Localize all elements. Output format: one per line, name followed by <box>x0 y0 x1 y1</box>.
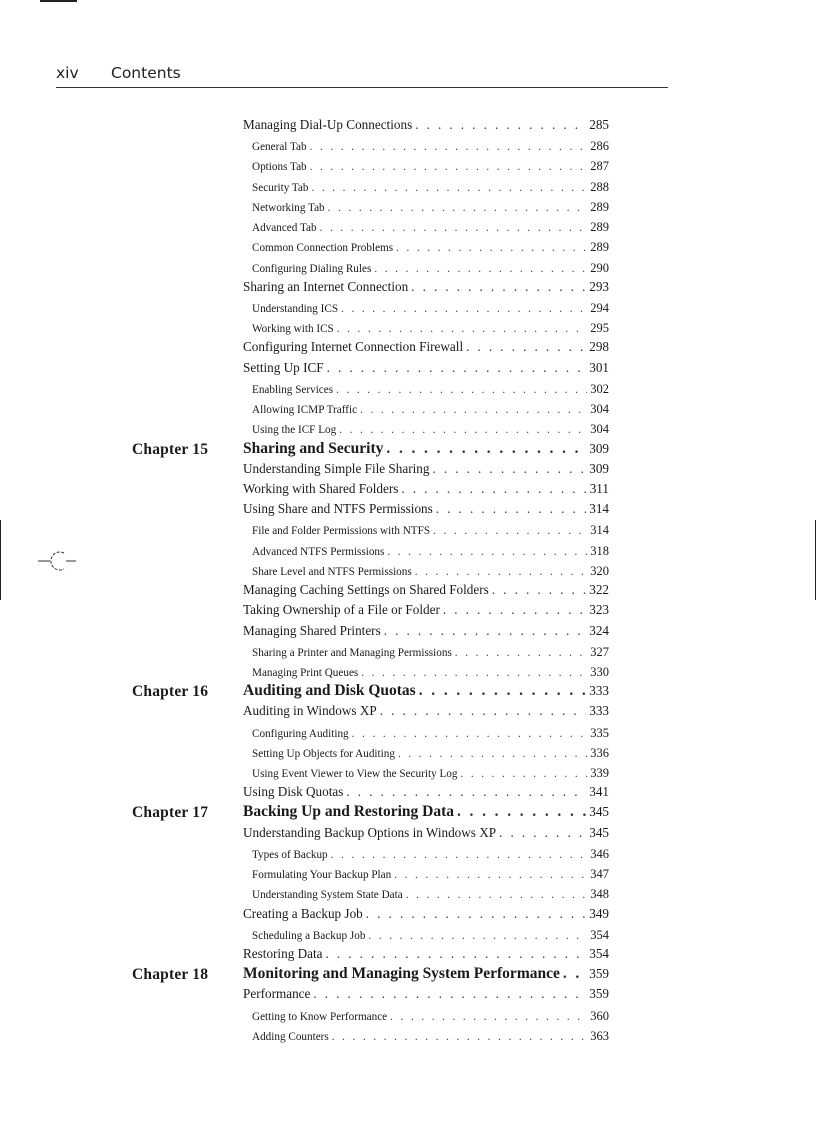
toc-entry[interactable] <box>252 382 609 397</box>
toc-entry-page-number: 290 <box>590 260 609 275</box>
chapter-number: Chapter 16 <box>132 683 209 701</box>
toc-entry-title: Managing Print Queues <box>252 666 359 679</box>
toc-section-row[interactable] <box>0 501 816 521</box>
toc-entry[interactable] <box>243 360 609 376</box>
dot-leader <box>415 566 588 578</box>
toc-entry-title: Types of Backup <box>252 848 328 861</box>
dot-leader <box>341 303 587 315</box>
toc-entry[interactable] <box>252 1029 609 1044</box>
toc-subsection-row[interactable] <box>0 1007 816 1027</box>
toc-entry[interactable] <box>252 887 609 902</box>
dot-leader <box>443 602 586 618</box>
toc-entry[interactable] <box>252 645 609 660</box>
toc-entry-title: Understanding System State Data <box>252 889 403 902</box>
toc-entry[interactable] <box>252 1009 609 1024</box>
toc-entry-page-number: 318 <box>590 543 609 558</box>
toc-entry[interactable] <box>243 582 609 598</box>
dot-leader <box>499 825 586 841</box>
toc-entry-page-number: 320 <box>590 563 609 578</box>
toc-subsection-row[interactable] <box>0 764 816 784</box>
toc-entry-title: Advanced Tab <box>252 222 317 235</box>
dot-leader <box>396 242 587 254</box>
dot-leader <box>332 1031 587 1043</box>
toc-subsection-row[interactable] <box>0 724 816 744</box>
chapter-number: Chapter 18 <box>132 966 209 984</box>
running-head-label: Contents <box>111 64 181 82</box>
toc-entry[interactable] <box>252 139 609 154</box>
toc-entry-page-number: 323 <box>589 602 609 618</box>
toc-subsection-row[interactable] <box>0 885 816 905</box>
toc-section-row[interactable] <box>0 946 816 966</box>
toc-subsection-row[interactable] <box>0 137 816 157</box>
toc-entry-title: Managing Shared Printers <box>243 622 381 638</box>
dot-leader <box>455 647 587 659</box>
toc-entry-title: Formulating Your Backup Plan <box>252 869 392 882</box>
toc-entry[interactable] <box>252 261 609 276</box>
toc-section-row[interactable] <box>0 602 816 622</box>
dot-leader <box>328 202 588 214</box>
toc-chapter-row[interactable] <box>0 804 816 824</box>
toc-entry-page-number: 333 <box>589 703 609 719</box>
toc-section-row[interactable] <box>0 825 816 845</box>
page-folio: xiv <box>56 64 79 82</box>
toc-entry[interactable] <box>243 784 609 800</box>
toc-entry-page-number: 346 <box>590 846 609 861</box>
toc-subsection-row[interactable] <box>0 157 816 177</box>
toc-subsection-row[interactable] <box>0 865 816 885</box>
toc-entry-page-number: 302 <box>590 381 609 396</box>
toc-entry[interactable] <box>243 803 609 821</box>
toc-entry[interactable] <box>252 159 609 174</box>
toc-entry-title: Using Event Viewer to View the Security Log <box>252 768 458 781</box>
toc-entry-title: Performance <box>243 986 311 1002</box>
toc-entry-title: Options Tab <box>252 161 307 174</box>
toc-entry[interactable] <box>243 461 609 477</box>
toc-entry-title: Adding Counters <box>252 1030 329 1043</box>
dot-leader <box>460 768 587 780</box>
dot-leader <box>406 889 588 901</box>
toc-entry[interactable] <box>252 766 609 781</box>
toc-entry-title: Understanding Simple File Sharing <box>243 460 430 476</box>
chapter-number: Chapter 15 <box>132 440 209 458</box>
toc-entry[interactable] <box>243 501 609 517</box>
toc-entry[interactable] <box>243 602 609 618</box>
toc-entry-title: General Tab <box>252 141 307 154</box>
toc-entry-title: Getting to Know Performance <box>252 1010 388 1023</box>
toc-subsection-row[interactable] <box>0 845 816 865</box>
toc-entry-title: Configuring Dialing Rules <box>252 262 372 275</box>
toc-entry-page-number: 336 <box>590 745 609 760</box>
toc-entry[interactable] <box>252 928 609 943</box>
toc-entry[interactable] <box>252 200 609 215</box>
toc-entry-page-number: 304 <box>590 402 609 417</box>
chapter-number: Chapter 17 <box>132 804 209 822</box>
dot-leader <box>380 703 587 719</box>
toc-entry[interactable] <box>243 965 609 983</box>
toc-entry-page-number: 301 <box>589 359 609 375</box>
toc-entry-page-number: 333 <box>589 683 609 699</box>
dot-leader <box>366 906 586 922</box>
toc-entry[interactable] <box>252 220 609 235</box>
dot-leader <box>398 748 587 760</box>
toc-entry-title: Sharing an Internet Connection <box>243 278 409 294</box>
toc-section-row[interactable] <box>0 623 816 643</box>
toc-entry[interactable] <box>243 440 609 458</box>
toc-entry[interactable] <box>243 986 609 1002</box>
toc-entry-page-number: 354 <box>589 946 609 962</box>
toc-entry[interactable] <box>252 321 609 336</box>
toc-entry-title: Security Tab <box>252 181 309 194</box>
toc-subsection-row[interactable] <box>0 259 816 279</box>
dot-leader <box>325 946 586 962</box>
dot-leader <box>466 339 586 355</box>
toc-entry[interactable] <box>252 301 609 316</box>
toc-subsection-row[interactable] <box>0 562 816 582</box>
toc-section-row[interactable] <box>0 986 816 1006</box>
toc-entry[interactable] <box>252 867 609 882</box>
dot-leader <box>310 161 588 173</box>
toc-subsection-row[interactable] <box>0 521 816 541</box>
toc-entry-title: Using Disk Quotas <box>243 784 344 800</box>
toc-entry-title: Networking Tab <box>252 201 325 214</box>
toc-entry-page-number: 345 <box>589 804 609 820</box>
toc-entry-page-number: 339 <box>590 766 609 781</box>
toc-entry[interactable] <box>243 481 609 497</box>
dot-leader <box>436 501 586 517</box>
dot-leader <box>352 728 588 740</box>
toc-section-row[interactable] <box>0 360 816 380</box>
toc-entry-page-number: 335 <box>590 725 609 740</box>
running-head <box>56 64 668 88</box>
toc-subsection-row[interactable] <box>0 542 816 562</box>
toc-entry-page-number: 348 <box>590 887 609 902</box>
dot-leader <box>457 803 586 821</box>
toc-chapter-row[interactable] <box>0 441 816 461</box>
toc-entry-page-number: 324 <box>589 622 609 638</box>
toc-entry-page-number: 285 <box>589 117 609 132</box>
toc-entry-page-number: 309 <box>589 440 609 456</box>
toc-entry[interactable] <box>252 544 609 559</box>
toc-subsection-row[interactable] <box>0 319 816 339</box>
toc-entry-page-number: 360 <box>590 1008 609 1023</box>
toc-section-row[interactable] <box>0 784 816 804</box>
toc-entry-page-number: 314 <box>590 523 609 538</box>
toc-entry[interactable] <box>252 523 609 538</box>
dot-leader <box>419 682 587 700</box>
dot-leader <box>394 869 587 881</box>
dot-leader <box>313 986 586 1002</box>
toc-subsection-row[interactable] <box>0 643 816 663</box>
toc-entry[interactable] <box>243 703 609 719</box>
toc-entry[interactable] <box>243 946 609 962</box>
toc-entry-title: File and Folder Permissions with NTFS <box>252 525 431 538</box>
toc-entry-page-number: 349 <box>589 905 609 921</box>
toc-entry-page-number: 295 <box>590 321 609 336</box>
toc-entry-title: Advanced NTFS Permissions <box>252 545 385 558</box>
toc-entry-page-number: 341 <box>589 784 609 800</box>
toc-subsection-row[interactable] <box>0 218 816 238</box>
toc-entry-page-number: 288 <box>590 179 609 194</box>
toc-entry-title: Backing Up and Restoring Data <box>243 803 454 821</box>
toc-entry-title: Understanding Backup Options in Windows XP <box>243 824 497 840</box>
dot-leader <box>401 481 586 497</box>
dot-leader <box>384 623 587 639</box>
toc-entry-page-number: 345 <box>589 824 609 840</box>
toc-entry-title: Working with ICS <box>252 323 334 336</box>
toc-entry[interactable] <box>243 682 609 700</box>
toc-entry[interactable] <box>243 117 609 133</box>
toc-entry[interactable] <box>243 825 609 841</box>
toc-entry[interactable] <box>252 240 609 255</box>
toc-entry[interactable] <box>252 422 609 437</box>
toc-entry-title: Monitoring and Managing System Performance <box>243 965 560 983</box>
toc-section-row[interactable] <box>0 117 816 137</box>
dot-leader <box>411 279 586 295</box>
toc-subsection-row[interactable] <box>0 1027 816 1047</box>
toc-entry-title: Scheduling a Backup Job <box>252 929 366 942</box>
toc-entry-title: Enabling Services <box>252 383 334 396</box>
dot-leader <box>312 182 588 194</box>
dot-leader <box>327 360 587 376</box>
toc-entry-title: Creating a Backup Job <box>243 905 363 921</box>
toc-subsection-row[interactable] <box>0 238 816 258</box>
toc-subsection-row[interactable] <box>0 420 816 440</box>
toc-entry-title: Setting Up Objects for Auditing <box>252 747 395 760</box>
toc-section-row[interactable] <box>0 582 816 602</box>
toc-entry-title: Using the ICF Log <box>252 424 337 437</box>
toc-entry-page-number: 359 <box>589 986 609 1002</box>
dot-leader <box>492 582 586 598</box>
toc-entry[interactable] <box>252 847 609 862</box>
dot-leader <box>331 849 588 861</box>
dot-leader <box>563 965 586 983</box>
toc-subsection-row[interactable] <box>0 380 816 400</box>
toc-section-row[interactable] <box>0 339 816 359</box>
dot-leader <box>360 404 587 416</box>
dot-leader <box>336 384 587 396</box>
toc-entry-page-number: 298 <box>589 339 609 355</box>
dot-leader <box>432 461 586 477</box>
toc-entry-title: Using Share and NTFS Permissions <box>243 501 433 517</box>
dot-leader <box>433 525 587 537</box>
toc-entry-page-number: 293 <box>589 278 609 294</box>
toc-entry-page-number: 294 <box>590 300 609 315</box>
toc-entry[interactable] <box>243 623 609 639</box>
toc-entry[interactable] <box>243 906 609 922</box>
toc-entry[interactable] <box>243 339 609 355</box>
dot-leader <box>415 117 586 133</box>
toc-entry-page-number: 289 <box>590 220 609 235</box>
toc-entry-title: Sharing and Security <box>243 439 384 457</box>
dot-leader <box>320 222 588 234</box>
toc-entry-page-number: 289 <box>590 240 609 255</box>
toc-subsection-row[interactable] <box>0 198 816 218</box>
toc-entry-title: Sharing a Printer and Managing Permissions <box>252 646 452 659</box>
dot-leader <box>361 667 587 679</box>
toc-entry-page-number: 327 <box>590 644 609 659</box>
toc-entry-title: Setting Up ICF <box>243 359 324 375</box>
toc-entry[interactable] <box>243 279 609 295</box>
dot-leader <box>310 141 588 153</box>
toc-entry-page-number: 286 <box>590 139 609 154</box>
toc-entry-page-number: 330 <box>590 664 609 679</box>
dot-leader <box>339 424 587 436</box>
toc-entry-page-number: 309 <box>589 460 609 476</box>
toc-entry[interactable] <box>252 564 609 579</box>
toc-entry[interactable] <box>252 180 609 195</box>
toc-subsection-row[interactable] <box>0 744 816 764</box>
toc-entry-title: Taking Ownership of a File or Folder <box>243 602 440 618</box>
toc-entry-page-number: 311 <box>589 480 609 496</box>
toc-entry-page-number: 289 <box>590 199 609 214</box>
toc-entry-title: Share Level and NTFS Permissions <box>252 565 412 578</box>
toc-entry-page-number: 287 <box>590 159 609 174</box>
dot-leader <box>374 263 587 275</box>
toc-entry-page-number: 347 <box>590 867 609 882</box>
toc-entry[interactable] <box>252 402 609 417</box>
dot-leader <box>387 546 587 558</box>
toc-chapter-row[interactable] <box>0 966 816 986</box>
toc-section-row[interactable] <box>0 906 816 926</box>
toc-subsection-row[interactable] <box>0 178 816 198</box>
dot-leader <box>368 930 587 942</box>
toc-subsection-row[interactable] <box>0 299 816 319</box>
toc-entry-title: Working with Shared Folders <box>243 480 399 496</box>
dot-leader <box>390 1011 587 1023</box>
toc-entry-title: Allowing ICMP Traffic <box>252 404 358 417</box>
toc-entry-title: Understanding ICS <box>252 302 339 315</box>
toc-section-row[interactable] <box>0 481 816 501</box>
toc-entry[interactable] <box>252 726 609 741</box>
toc-entry-title: Configuring Internet Connection Firewall <box>243 339 464 355</box>
toc-section-row[interactable] <box>0 461 816 481</box>
toc-entry-title: Configuring Auditing <box>252 727 349 740</box>
dot-leader <box>386 440 586 458</box>
toc-section-row[interactable] <box>0 703 816 723</box>
crop-corner-mark <box>40 0 77 2</box>
toc-entry-page-number: 359 <box>589 966 609 982</box>
toc-entry-page-number: 304 <box>590 422 609 437</box>
toc-entry-page-number: 363 <box>590 1028 609 1043</box>
toc-entry-page-number: 354 <box>590 927 609 942</box>
toc-chapter-row[interactable] <box>0 683 816 703</box>
toc-entry[interactable] <box>252 665 609 680</box>
toc-entry-title: Auditing and Disk Quotas <box>243 682 416 700</box>
toc-entry-title: Managing Dial-Up Connections <box>243 117 413 132</box>
toc-entry-title: Restoring Data <box>243 946 323 962</box>
toc-entry[interactable] <box>252 746 609 761</box>
toc-entry-title: Auditing in Windows XP <box>243 703 377 719</box>
toc-section-row[interactable] <box>0 279 816 299</box>
toc-subsection-row[interactable] <box>0 926 816 946</box>
toc-entry-title: Common Connection Problems <box>252 242 394 255</box>
toc-subsection-row[interactable] <box>0 663 816 683</box>
toc-entry-page-number: 314 <box>589 501 609 517</box>
toc-entry-title: Managing Caching Settings on Shared Folders <box>243 582 489 598</box>
dot-leader <box>337 323 587 335</box>
toc-subsection-row[interactable] <box>0 400 816 420</box>
dot-leader <box>346 784 586 800</box>
toc-entry-page-number: 322 <box>589 582 609 598</box>
